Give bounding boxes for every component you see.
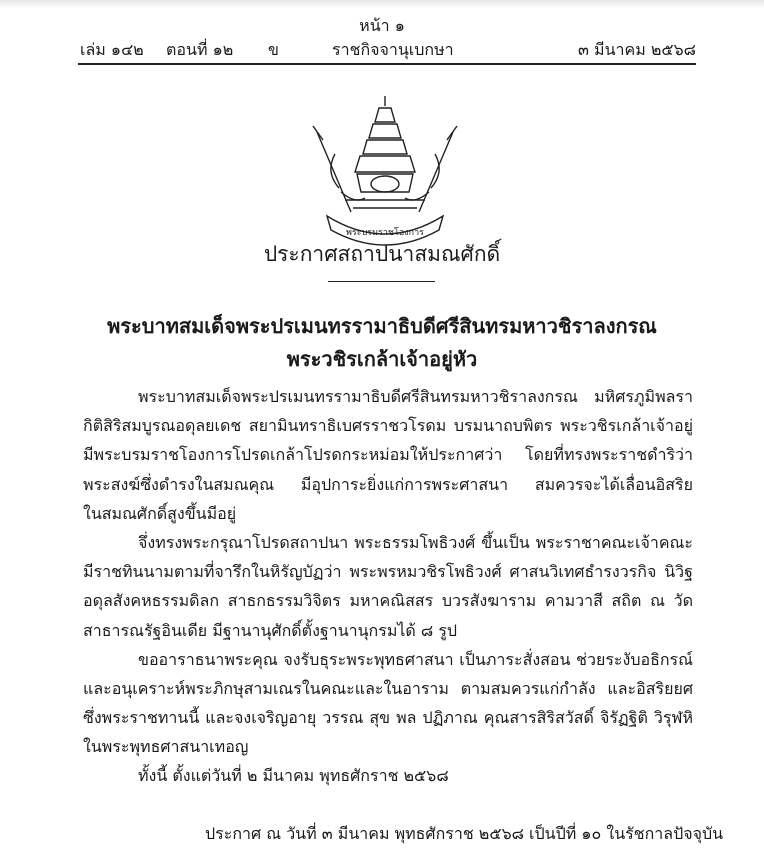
- body-line: มีพระบรมราชโองการโปรดเกล้าโปรดกระหม่อมให้ประกาศว่า โดยที่ทรงพระราชดำริว่า: [83, 445, 693, 465]
- body-line: พระบาทสมเด็จพระปรเมนทรรามาธิบดีศรีสินทรมหาวชิราลงกรณ มหิศรภูมิพลรา: [138, 387, 693, 406]
- page-number: หน้า ๑: [359, 16, 405, 35]
- gazette-header: [80, 38, 696, 62]
- body-line: ซึ่งพระราชทานนี้ และจงเจริญอายุ วรรณ สุข พล ปฏิภาณ คุณสารสิริสวัสดิ์ จิรัฏฐิติ วิรุฬหิ: [83, 708, 693, 728]
- body-line: จึ่งทรงพระกรุณาโปรดสถาปนา พระธรรมโพธิวงศ์ ขึ้นเป็น พระราชาคณะเจ้าคณะ: [138, 532, 693, 552]
- title-divider: [328, 281, 435, 282]
- emblem-ribbon-text: พระบรมราชโองการ: [345, 228, 425, 238]
- volume: เล่ม ๑๔๒: [80, 40, 144, 59]
- part: ข: [268, 40, 279, 59]
- body-line: กิติสิริสมบูรณอดุลยเดช สยามินทราธิเบศรราชวโรดม บรมนาถบพิตร พระวชิรเกล้าเจ้าอยู่: [83, 416, 693, 436]
- king-name-line-1: พระบาทสมเด็จพระปรเมนทรรามาธิบดีศรีสินทรมหาวชิราลงกรณ: [107, 314, 657, 338]
- king-name-line-2: พระวชิรเกล้าเจ้าอยู่หัว: [286, 347, 478, 371]
- body-line: พระสงฆ์ซึ่งดำรงในสมณคุณ มีอุปการะยิ่งแก่การพระศาสนา สมควรจะได้เลื่อนอิสริย: [83, 474, 693, 494]
- body-line: มีราชทินนามตามที่จารึกในหิรัญบัฏว่า พระพรหมวชิรโพธิวงศ์ ศาสนวิเทศธำรงวรกิจ นิวิฐ: [83, 562, 693, 582]
- body-line: ขออาราธนาพระคุณ จงรับธุระพระพุทธศาสนา เป็นภาระสั่งสอน ช่วยระงับอธิกรณ์: [138, 649, 693, 669]
- royal-emblem: [305, 92, 465, 252]
- body-line: อดุลสังคหธรรมดิลก สาธกธรรมวิจิตร มหาคณิสสร บวรสังฆาราม คามวาสี สถิต ณ วัด: [83, 591, 693, 611]
- publication-name: ราชกิจจานุเบกษา: [332, 40, 454, 59]
- signature-date-line: ประกาศ ณ วันที่ ๓ มีนาคม พุทธศักราช ๒๕๖๘ เป็นปีที่ ๑๐ ในรัชกาลปัจจุบัน: [205, 824, 724, 843]
- body-line: และอนุเคราะห์พระภิกษุสามเณรในคณะและในอาราม ตามสมควรแก่กำลัง และอิสริยยศ: [83, 678, 693, 698]
- header-divider: [78, 63, 696, 65]
- issue-date: ๓ มีนาคม ๒๕๖๘: [578, 40, 696, 59]
- body-line: สาธารณรัฐอินเดีย มีฐานานุศักดิ์ตั้งฐานานุกรมได้ ๘ รูป: [83, 620, 458, 640]
- section: ตอนที่ ๑๒: [166, 40, 234, 59]
- effective-date-line: ทั้งนี้ ตั้งแต่วันที่ ๒ มีนาคม พุทธศักราช ๒๕๖๘: [138, 766, 449, 786]
- announcement-body: [83, 382, 693, 791]
- body-line: ในพระพุทธศาสนาเทอญ: [83, 737, 249, 757]
- body-line: ในสมณศักดิ์สูงขึ้นมีอยู่: [83, 503, 237, 523]
- announcement-title: ประกาศสถาปนาสมณศักดิ์: [263, 242, 501, 266]
- top-shadow: [0, 0, 764, 8]
